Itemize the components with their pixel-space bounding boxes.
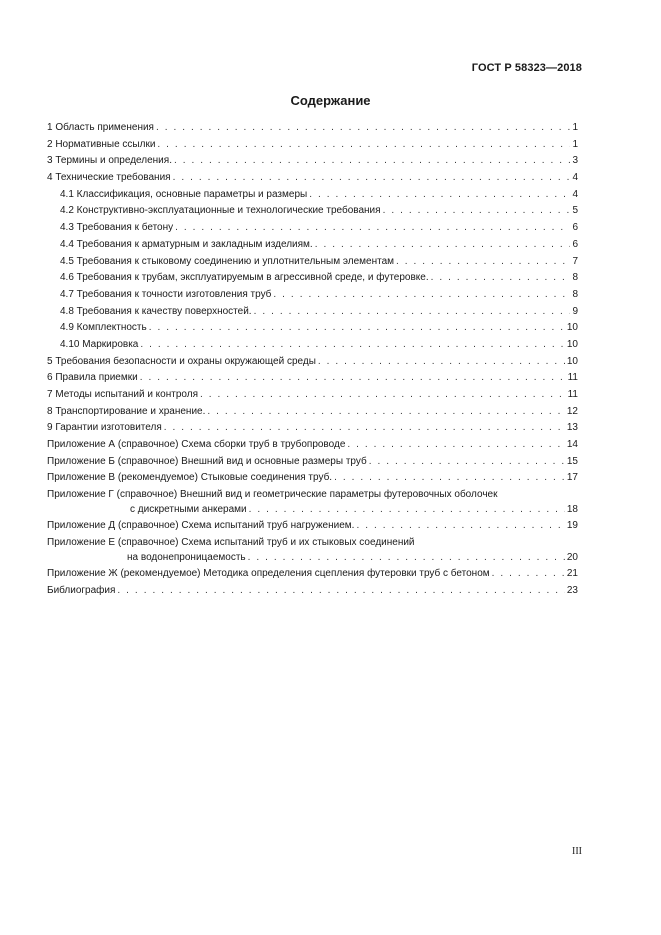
toc-entry[interactable] [47, 437, 578, 454]
toc-entry-title: 4.1 Классификация, основные параметры и размеры [60, 188, 308, 200]
toc-entry-title: Приложение Б (справочное) Внешний вид и основные размеры труб [47, 455, 367, 467]
table-of-contents [47, 120, 578, 599]
leader-dots [175, 220, 570, 237]
toc-entry-title: 4.3 Требования к бетону [60, 222, 174, 234]
toc-entry-page: 23 [566, 584, 578, 596]
toc-subentry[interactable] [47, 337, 578, 354]
leader-dots [396, 254, 570, 271]
toc-entry-page: 8 [572, 288, 578, 300]
leader-dots [156, 120, 570, 137]
toc-entry[interactable] [47, 487, 578, 518]
toc-entry[interactable] [47, 153, 578, 170]
toc-entry-page: 1 [572, 122, 578, 133]
toc-subentry[interactable] [47, 270, 578, 287]
leader-dots [309, 187, 570, 204]
toc-entry-title: 4.8 Требования к качеству поверхностей. [60, 305, 252, 317]
leader-dots [174, 153, 570, 170]
toc-subentry[interactable] [47, 304, 578, 321]
toc-entry-page: 9 [572, 305, 578, 317]
toc-entry-page: 7 [572, 255, 578, 267]
toc-entry-title: Библиография [47, 584, 116, 596]
toc-entry-title: 4.10 Маркировка [60, 338, 139, 350]
leader-dots [117, 583, 564, 600]
leader-dots [369, 454, 565, 471]
toc-entry-title: 2 Нормативные ссылки [47, 138, 156, 150]
toc-entry-page: 18 [566, 504, 578, 516]
toc-entry-title: 4.5 Требования к стыковому соединению и уплотнительным элементам [60, 255, 394, 267]
toc-entry[interactable] [47, 354, 578, 371]
toc-entry[interactable] [47, 518, 578, 535]
toc-entry[interactable] [47, 566, 578, 583]
toc-entry-page: 6 [572, 238, 578, 250]
toc-entry[interactable] [47, 370, 578, 387]
toc-entry[interactable] [47, 120, 578, 137]
toc-entry-page: 4 [572, 172, 578, 184]
leader-dots [431, 270, 571, 287]
standard-code: ГОСТ Р 58323—2018 [471, 62, 582, 74]
toc-entry-title: 6 Правила приемки [47, 372, 138, 384]
leader-dots [200, 387, 566, 404]
toc-subentry[interactable] [47, 254, 578, 271]
toc-entry[interactable] [47, 170, 578, 187]
leader-dots [273, 287, 570, 304]
toc-entry[interactable] [47, 470, 578, 487]
toc-entry-page: 12 [566, 405, 578, 417]
leader-dots [492, 566, 565, 583]
toc-entry-title: 4.6 Требования к трубам, эксплуатируемым в агрессивной среде, и футеровке. [60, 272, 429, 284]
toc-entry-page: 19 [566, 520, 578, 532]
toc-entry-page: 8 [572, 272, 578, 284]
leader-dots [356, 518, 564, 535]
toc-entry-page: 11 [567, 372, 578, 384]
toc-entry-title: 1 Область применения [47, 122, 154, 133]
toc-entry-page: 10 [566, 355, 578, 367]
toc-entry-title: 4.9 Комплектность [60, 322, 147, 334]
toc-entry-page: 11 [567, 389, 578, 400]
toc-entry-page: 10 [566, 338, 578, 350]
toc-entry-title: 8 Транспортирование и хранение. [47, 405, 206, 417]
toc-entry-title: 7 Методы испытаний и контроля [47, 389, 198, 400]
toc-entry-title: Приложение А (справочное) Схема сборки труб в трубопроводе [47, 439, 346, 451]
toc-subentry[interactable] [47, 187, 578, 204]
toc-entry[interactable] [47, 420, 578, 437]
toc-entry-page: 13 [566, 422, 578, 434]
leader-dots [207, 404, 565, 421]
page-number: III [572, 846, 582, 857]
toc-entry[interactable] [47, 535, 578, 566]
toc-subentry[interactable] [47, 220, 578, 237]
toc-entry-title: 4 Технические требования [47, 172, 171, 184]
toc-entry-page: 1 [572, 138, 578, 150]
leader-dots [318, 354, 565, 371]
toc-entry-title-continuation: с дискретными анкерами [130, 504, 247, 516]
toc-entry-page: 14 [566, 439, 578, 451]
leader-dots [334, 470, 565, 487]
toc-entry-title: Приложение Е (справочное) Схема испытаний труб и их стыковых соединений [47, 536, 415, 548]
page-title: Содержание [290, 93, 371, 108]
toc-entry[interactable] [47, 454, 578, 471]
toc-entry-page: 5 [572, 205, 578, 217]
toc-entry-page: 20 [566, 551, 578, 563]
leader-dots [140, 370, 566, 387]
toc-entry-title: Приложение Д (справочное) Схема испытаний труб нагружением. [47, 520, 355, 532]
toc-entry-page: 6 [572, 222, 578, 234]
leader-dots [248, 550, 565, 565]
toc-subentry[interactable] [47, 320, 578, 337]
leader-dots [164, 420, 565, 437]
leader-dots [140, 337, 565, 354]
leader-dots [157, 137, 570, 154]
toc-subentry[interactable] [47, 287, 578, 304]
toc-entry-title: 9 Гарантии изготовителя [47, 422, 162, 434]
toc-entry-page: 3 [572, 155, 578, 167]
toc-entry-page: 10 [566, 322, 578, 334]
toc-entry-title: Приложение В (рекомендуемое) Стыковые соединения труб. [47, 472, 333, 484]
toc-entry[interactable] [47, 583, 578, 600]
toc-entry-page: 15 [566, 455, 578, 467]
toc-entry-title: Приложение Г (справочное) Внешний вид и геометрические параметры футеровочных оболочек [47, 489, 498, 501]
toc-entry-title-continuation: на водонепроницаемость [127, 551, 246, 563]
toc-entry-page: 4 [572, 188, 578, 200]
toc-entry-title: Приложение Ж (рекомендуемое) Методика определения сцепления футеровки труб с бетоном [47, 567, 490, 579]
toc-entry[interactable] [47, 404, 578, 421]
toc-entry-title: 3 Термины и определения. [47, 155, 172, 167]
toc-entry-title: 5 Требования безопасности и охраны окружающей среды [47, 355, 316, 367]
toc-entry-page: 17 [566, 472, 578, 484]
toc-entry[interactable] [47, 387, 578, 404]
toc-subentry[interactable] [47, 237, 578, 254]
leader-dots [173, 170, 571, 187]
toc-entry-title: 4.7 Требования к точности изготовления труб [60, 288, 272, 300]
leader-dots [254, 304, 571, 321]
leader-dots [249, 502, 565, 517]
leader-dots [315, 237, 571, 254]
toc-entry-title: 4.2 Конструктивно-эксплуатационные и технологические требования [60, 205, 381, 217]
toc-entry-title: 4.4 Требования к арматурным и закладным изделиям. [60, 238, 313, 250]
leader-dots [347, 437, 565, 454]
leader-dots [149, 320, 565, 337]
leader-dots [383, 203, 571, 220]
toc-subentry[interactable] [47, 203, 578, 220]
toc-entry[interactable] [47, 137, 578, 154]
toc-entry-page: 21 [566, 567, 578, 579]
